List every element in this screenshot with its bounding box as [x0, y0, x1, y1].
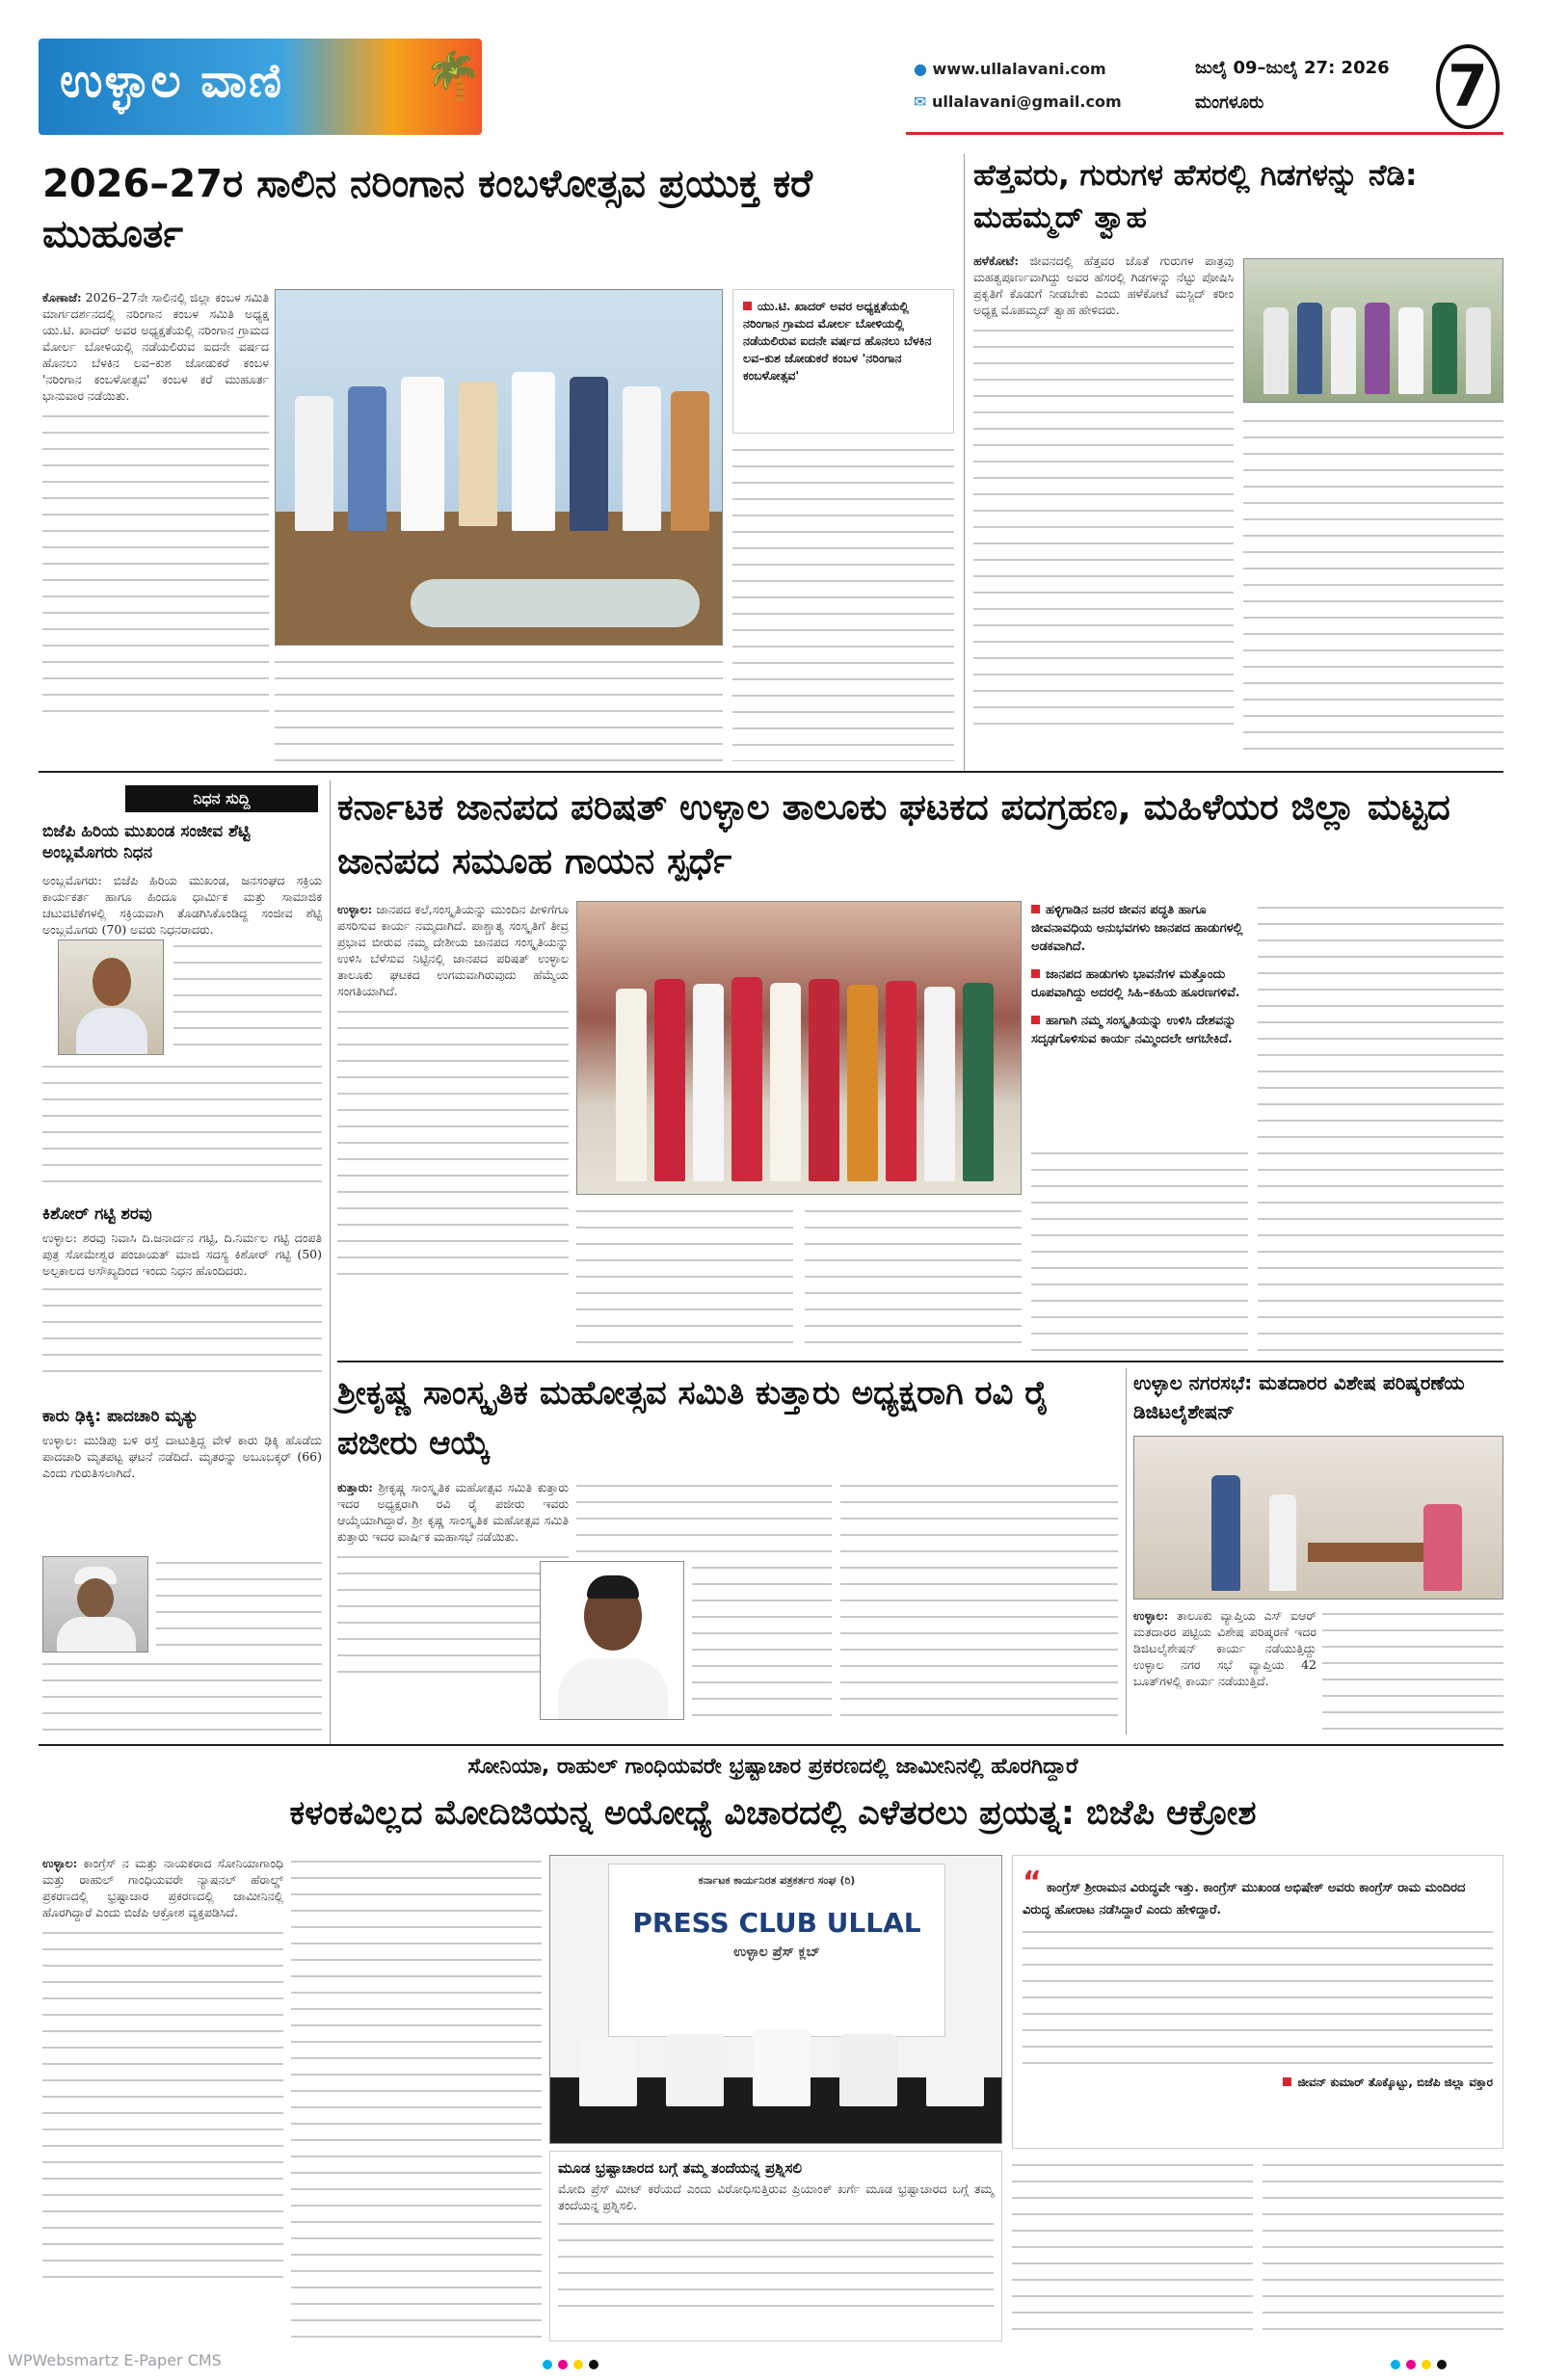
story6-body [42, 1855, 283, 2341]
story4-dateline: ಕುತ್ತಾರು: [337, 1480, 373, 1494]
story4-col2b [692, 1561, 832, 1730]
story5-lead: ತಾಲೂಕು ವ್ಯಾಪ್ತಿಯ ಎಸ್ ಐಆರ್ ಮತದಾರರ ಪಟ್ಟಿಯ ವಿಶೇಷ ಪರಿಷ್ಕರಣೆ ಇದರ ಡಿಜಿಟಲೈಶೇಷನ್ ಕಾರ್ಯ ನಡೆಯುತ್ತಿದ್ದು ಉಳ್ಳಾಲ ನಗರ ಸಭೆ ವ್ಯಾಪ್ತಿಯ 42 ಬೂತ್‌ಗಳಲ್ಲಿ ಕಾರ್ಯ ನಡೆಯುತ್ತಿದೆ. [1133, 1608, 1316, 1688]
obituary-more-2 [42, 1283, 322, 1379]
story3-more-text [337, 1005, 569, 1275]
story5-col2 [1322, 1607, 1503, 1732]
registration-marks [540, 2355, 601, 2373]
story3-col5 [1258, 901, 1503, 1354]
obituary-section-title: ನಿಧನ ಸುದ್ದಿ [125, 785, 318, 812]
story2-more-text [973, 324, 1234, 728]
masthead [39, 39, 1503, 135]
logo: ಉಳ್ಳಾಲ ವಾಣಿ [60, 54, 284, 108]
obituary-more-1 [173, 939, 322, 1055]
story6-more-text [42, 1926, 283, 2292]
story6-photo [549, 1855, 1002, 2144]
issue-city: ಮಂಗಳೂರು [1195, 93, 1264, 113]
story2-lead: ಜೀವನದಲ್ಲಿ ಹೆತ್ತವರ ಜೊತೆ ಗುರುಗಳ ಪಾತ್ರವು ಮಹತ್ವಪೂರ್ಣವಾಗಿದ್ದು ಅವರ ಹೆಸರಲ್ಲಿ ಗಿಡಗಳನ್ನು ನೆಟ್ಟು ಪೋಷಿಸಿ ಪ್ರಕೃತಿಗೆ ಕೊಡುಗೆ ನೀಡಬೇಕು ಎಂದು ಹಳೆಕೋಟೆ ಮಸ್ಜಿದ್ ಕರೀಂ ಅಧ್ಯಕ್ಷ ಮೊಹಮ್ಮದ್ ತ್ವಾಹ ಹೇಳಿದರು. [973, 253, 1234, 317]
story5-dateline: ಉಳ್ಳಾಲ: [1133, 1608, 1169, 1623]
story3-bullet-2-text: ಜಾನಪದ ಹಾಡುಗಳು ಭಾವನೆಗಳ ಮತ್ತೊಂದು ರೂಪವಾಗಿದ್ದು ಅದರಲ್ಲಿ ಸಿಹಿ–ಕಹಿಯ ಹೂರಣಗಳಿವೆ. [1031, 967, 1240, 1000]
obituary-more-3b [42, 1657, 322, 1734]
obituary-photo-3 [42, 1556, 148, 1653]
website[interactable] [914, 60, 1106, 78]
story3-bullet-1 [1031, 901, 1248, 956]
obituary-title-3: ಕಾರು ಢಿಕ್ಕಿ: ಪಾದಚಾರಿ ಮೃತ್ಯು [42, 1407, 199, 1426]
story6-quote-by-text: ಜೀವನ್ ಕುಮಾರ್ ತೊಕ್ಕೊಟ್ಟು, ಬಿಜೆಪಿ ಜಿಲ್ಲಾ ವಕ್ತಾರ [1297, 2076, 1493, 2089]
registration-marks-right [1388, 2355, 1449, 2373]
story1-col3 [732, 443, 954, 761]
bullet-icon [1031, 1016, 1040, 1024]
story6-quote-box [1012, 1855, 1503, 2149]
footer-cms: WPWebsmartz E-Paper CMS [8, 2351, 222, 2369]
story1-photo-strip [275, 655, 723, 761]
bullet-icon [1283, 2077, 1291, 2086]
story3-lead: ಜಾನಪದ ಕಲೆ,ಸಂಸ್ಕೃತಿಯನ್ನು ಮುಂದಿನ ಪೀಳಿಗೆಗೂ ಪಸರಿಸುವ ಕಾರ್ಯ ನಮ್ಮದಾಗಿದೆ. ಪಾಶ್ಚಾತ್ಯ ಸಂಸ್ಕೃತಿಗೆ ತೀವ್ರ ಪ್ರಭಾವ ಬೀರುವ ನಮ್ಮ ದೇಶೀಯ ಜಾನಪದ ಸಂಸ್ಕೃತಿಯನ್ನು ಉಳಿಸಿ ಬೆಳೆಸುವ ನಿಟ್ಟಿನಲ್ಲಿ ಜಾನಪದ ಪರಿಷತ್ ಉಳ್ಳಾಲ ತಾಲೂಕು ಘಟಕದ ಉಗಮವಾಗಿರುವುದು ಹೆಮ್ಮೆಯ ಸಂಗತಿಯಾಗಿದೆ. [337, 902, 569, 998]
obituary-title-2: ಕಿಶೋರ್ ಗಟ್ಟಿ ಶರವು [42, 1204, 152, 1224]
palm-tree-icon: 🌴 [424, 49, 482, 103]
story6-caption-text: ಮೋದಿ ಪ್ರೆಸ್ ಮೀಟ್ ಕರೆಯದೆ ಎಂದು ವಿರೋಧಿಸುತ್ತಿರುವ ಪ್ರಿಯಾಂಕ್ ಖರ್ಗೆ ಮೂಡ ಭ್ರಷ್ಟಾಚಾರದ ಬಗ್ಗೆ ತಮ್ಮ ತಂದೆಯನ್ನ ಪ್ರಶ್ನಿಸಲಿ. [558, 2182, 994, 2212]
obituary-more-1b [42, 1060, 322, 1195]
footer [0, 2341, 1542, 2380]
story2-dateline: ಹಳೆಕೋಟೆ: [973, 253, 1019, 268]
story5-photo [1133, 1436, 1503, 1600]
story6-col5 [1263, 2158, 1503, 2341]
story3-col2 [576, 1204, 793, 1354]
quote-icon: “ [1023, 1865, 1042, 1899]
story3-body [337, 901, 569, 1354]
story1-body [42, 289, 269, 761]
issue-date: ಜುಲೈ 09–ಜುಲೈ 27: 2026 [1195, 58, 1390, 78]
story3-col3 [805, 1204, 1022, 1354]
story6-quote: ಕಾಂಗ್ರೆಸ್ ಶ್ರೀರಾಮನ ವಿರುದ್ಧವೇ ಇತ್ತು. ಕಾಂಗ್ರೆಸ್ ಮುಖಂಡ ಅಭಿಷೇಕ್ ಅವರು ಕಾಂಗ್ರೆಸ್ ರಾಮ ಮಂದಿರದ ವಿರುದ್ಧ ಹೋರಾಟ ನಡೆಸಿದ್ದಾರೆ ಎಂದು ಹೇಳಿದ್ದಾರೆ. [1023, 1881, 1466, 1917]
press-club-banner-title: PRESS CLUB ULLAL [632, 1907, 921, 1939]
story3-col4 [1031, 1147, 1248, 1354]
obituary-title-1: ಬಿಜೆಪಿ ಹಿರಿಯ ಮುಖಂಡ ಸಂಜೀವ ಶೆಟ್ಟಿ ಅಂಬ್ಲಮೊಗರು ನಿಧನ [42, 822, 251, 862]
masthead-info [906, 39, 1503, 135]
story3-headline: ಕರ್ನಾಟಕ ಜಾನಪದ ಪರಿಷತ್ ಉಳ್ಳಾಲ ತಾಲೂಕು ಘಟಕದ ಪದಗ್ರಹಣ, ಮಹಿಳೆಯರ ಜಿಲ್ಲಾ ಮಟ್ಟದ ಜಾನಪದ ಸಮೂಹ ಗಾಯನ ಸ್ಪರ್ಧೆ [337, 786, 1450, 882]
story2-photo [1243, 258, 1503, 403]
story1-lead: 2026–27ನೇ ಸಾಲಿನಲ್ಲಿ ಜಿಲ್ಲಾ ಕಂಬಳ ಸಮಿತಿ ಮಾರ್ಗದರ್ಶನದಲ್ಲಿ ನರಿಂಗಾನ ಕಂಬಳ ಸಮಿತಿ ಅಧ್ಯಕ್ಷ ಯು.ಟಿ. ಖಾದರ್ ಅವರ ಅಧ್ಯಕ್ಷತೆಯಲ್ಲಿ ನರಿಂಗಾನ ಗ್ರಾಮದ ಮೋರ್ಲ ಬೋಳಿಯಲ್ಲಿ ನಡೆಯಲಿರುವ ಐದನೇ ವರ್ಷದ ಹೊನಲು ಬೆಳಕಿನ ಲವ–ಕುಶ ಜೋಡುಕರೆ ಕಂಬಳ 'ನರಿಂಗಾನ ಕಂಬಳೋತ್ಸವ' ಕಂಬಳ ಕರೆ ಮುಹೂರ್ತ ಭಾನುವಾರ ನಡೆಯಿತು. [42, 290, 269, 403]
logo-banner [39, 39, 482, 135]
story3-photo [576, 901, 1022, 1195]
email-text[interactable]: ullalavani@gmail.com [931, 93, 1122, 111]
story6-col4 [1012, 2158, 1253, 2341]
story4-body [337, 1479, 569, 1730]
story3-bullet-1-text: ಹಳ್ಳಿಗಾಡಿನ ಜನರ ಜೀವನ ಪದ್ಧತಿ ಹಾಗೂ ಜೀವನಾವಧಿಯ ಅನುಭವಗಳು ಜಾನಪದ ಹಾಡುಗಳಲ್ಲಿ ಅಡಕವಾಗಿದೆ. [1031, 903, 1243, 954]
story6-caption-title: ಮೂಡ ಭ್ರಷ್ಟಾಚಾರದ ಬಗ್ಗೆ ತಮ್ಮ ತಂದೆಯನ್ನ ಪ್ರಶ್ನಿಸಲಿ [558, 2159, 803, 2177]
obituary-lead-3: ಉಳ್ಳಾಲ: ಮುಡಿಪು ಬಳಿ ರಸ್ತೆ ದಾಟುತ್ತಿದ್ದ ವೇಳೆ ಕಾರು ಢಿಕ್ಕಿ ಹೊಡೆದು ಪಾದಚಾರಿ ಮೃತಪಟ್ಟ ಘಟನೆ ನಡೆದಿದೆ. ಮೃತರನ್ನು ಅಬೂಬಕ್ಕರ್ (66) ಎಂದು ಗುರುತಿಸಲಾಗಿದೆ. [42, 1433, 322, 1480]
globe-icon: ● [914, 60, 933, 78]
press-club-banner-top: ಕರ್ನಾಟಕ ಕಾರ್ಯನಿರತ ಪತ್ರಕರ್ತರ ಸಂಘ (ರಿ) [698, 1874, 856, 1887]
story1-photo-caption [732, 289, 954, 434]
story6-quote-by [1023, 2076, 1493, 2090]
obituary-photo-1 [58, 939, 164, 1055]
bullet-icon [1031, 969, 1040, 978]
obituary-lead-1: ಅಂಬ್ಲಮೊಗರು: ಬಿಜೆಪಿ ಹಿರಿಯ ಮುಖಂಡ, ಜನಸಂಘದ ಸಕ್ರಿಯ ಕಾರ್ಯಕರ್ತ ಹಾಗೂ ಹಿಂದೂ ಧಾರ್ಮಿಕ ಮತ್ತು ಸಾಮಾಜಿಕ ಚಟುವಟಿಕೆಗಳಲ್ಲಿ ಸಕ್ರಿಯವಾಗಿ ತೊಡಗಿಸಿಕೊಂಡಿದ್ದ ಸಂಜೀವ ಶೆಟ್ಟಿ ಅಂಬ್ಲಮೊಗರು (70) ಅವರು ನಿಧನರಾದರು. [42, 873, 322, 937]
page-number: 7 [1436, 44, 1500, 129]
story6-caption-more [558, 2217, 994, 2314]
obituary-lead-2: ಉಳ್ಳಾಲ: ಶರವು ನಿವಾಸಿ ದಿ.ಜನಾರ್ದನ ಗಟ್ಟಿ, ದಿ.ನಿರ್ಮಲ ಗಟ್ಟಿ ದಂಪತಿ ಪುತ್ರ ಸೋಮೇಶ್ವರ ಪಂಚಾಯತ್ ಮಾಜಿ ಸದಸ್ಯ ಕಿಶೋರ್ ಗಟ್ಟಿ (50) ಅಲ್ಪಕಾಲದ ಅಸೌಖ್ಯದಿಂದ ಇಂದು ನಿಧನ ಹೊಂದಿದರು. [42, 1230, 322, 1278]
bullet-icon [743, 302, 752, 310]
story2-headline: ಹೆತ್ತವರು, ಗುರುಗಳ ಹೆಸರಲ್ಲಿ ಗಿಡಗಳನ್ನು ನೆಡಿ: ಮಹಮ್ಮದ್ ತ್ವಾಹ [973, 158, 1418, 235]
story6-lead: ಕಾಂಗ್ರೆಸ್ ನ ಮತ್ತು ನಾಯಕರಾದ ಸೋನಿಯಾಗಾಂಧಿ ಮತ್ತು ರಾಹುಲ್ ಗಾಂಧಿಯವರೇ ನ್ಯಾಷನಲ್ ಹೆರಾಲ್ಡ್ ಪ್ರಕರಣದಲ್ಲಿ ಭ್ರಷ್ಟಾಚಾರ ಪ್ರಕರಣದಲ್ಲಿ ಜಾಮೀನಿನಲ್ಲಿ ಹೊರಗಿದ್ದಾರೆ ಎಂದು ಬಿಜೆಪಿ ಆಕ್ರೋಶ ವ್ಯಕ್ತಪಡಿಸಿದೆ. [42, 1856, 283, 1919]
story4-more-text [337, 1550, 569, 1685]
story6-dateline: ಉಳ್ಳಾಲ: [42, 1856, 78, 1870]
story6-col2 [291, 1855, 542, 2341]
story1-photo [275, 289, 723, 646]
story1-caption-text: ಯು.ಟಿ. ಖಾದರ್ ಅವರ ಅಧ್ಯಕ್ಷತೆಯಲ್ಲಿ ನರಿಂಗಾನ ಗ್ರಾಮದ ಮೋರ್ಲ ಬೋಳಿಯಲ್ಲಿ ನಡೆಯಲಿರುವ ಐದನೇ ವರ್ಷದ ಹೊನಲು ಬೆಳಕಿನ ಲವ–ಕುಶ ಜೋಡುಕರೆ ಕಂಬಳ 'ನರಿಂಗಾನ ಕಂಬಳೋತ್ಸವ' [743, 299, 932, 383]
story4-col3 [840, 1479, 1118, 1730]
story2-body [973, 252, 1234, 763]
story6-quote-more [1023, 1925, 1493, 2070]
story6-headline: ಕಳಂಕವಿಲ್ಲದ ಮೋದಿಜಿಯನ್ನ ಅಯೋಧ್ಯೆ ವಿಚಾರದಲ್ಲಿ ಎಳೆತರಲು ಪ್ರಯತ್ನ: ಬಿಜೆಪಿ ಆಕ್ರೋಶ [289, 1794, 1257, 1833]
story6-photo-caption [549, 2151, 1002, 2341]
story2-col2 [1243, 414, 1503, 761]
mail-icon: ✉ [914, 93, 932, 111]
story5-body [1133, 1607, 1316, 1732]
story3-dateline: ಉಳ್ಳಾಲ: [337, 902, 373, 916]
press-club-banner [608, 1864, 945, 2037]
story5-headline: ಉಳ್ಳಾಲ ನಗರಸಭೆ: ಮತದಾರರ ವಿಶೇಷ ಪರಿಷ್ಕರಣೆಯ ಡಿಜಿಟಲೈಶೇಷನ್ [1133, 1371, 1465, 1423]
story4-col2 [576, 1479, 832, 1556]
story3-bullets [1031, 901, 1248, 1048]
story1-more-text [42, 410, 269, 718]
story3-bullet-2 [1031, 965, 1248, 1002]
story3-bullet-3-text: ಹಾಗಾಗಿ ನಮ್ಮ ಸಂಸ್ಕೃತಿಯನ್ನು ಉಳಿಸಿ ದೇಶವನ್ನು ಸದೃಢಗೊಳಿಸುವ ಕಾರ್ಯ ನಮ್ಮಿಂದಲೇ ಆಗಬೇಕಿದೆ. [1031, 1014, 1236, 1046]
email[interactable] [914, 93, 1122, 111]
story4-portrait [540, 1561, 684, 1720]
story4-lead: ಶ್ರೀಕೃಷ್ಣ ಸಾಂಸ್ಕೃತಿಕ ಮಹೋತ್ಸವ ಸಮಿತಿ ಕುತ್ತಾರು ಇದರ ಅಧ್ಯಕ್ಷರಾಗಿ ರವಿ ರೈ ಪಜೀರು ಇವರು ಆಯ್ಕೆಯಾಗಿದ್ದಾರೆ. ಶ್ರೀ ಕೃಷ್ಣ ಸಾಂಸ್ಕೃತಿಕ ಮಹೋತ್ಸವ ಸಮಿತಿ ಕುತ್ತಾರು ಇದರ ವಾರ್ಷಿಕ ಮಹಾಸಭೆ ನಡೆಯಿತು. [337, 1480, 569, 1544]
press-club-banner-sub: ಉಳ್ಳಾಲ ಪ್ರೆಸ್ ಕ್ಲಬ್ [733, 1944, 820, 1960]
obituary-text-2 [42, 1230, 322, 1393]
story1-dateline: ಕೊಣಾಜೆ: [42, 290, 82, 304]
story3-bullet-3 [1031, 1012, 1248, 1048]
obituary-more-3 [156, 1556, 322, 1653]
story1-headline: 2026–27ರ ಸಾಲಿನ ನರಿಂಗಾನ ಕಂಬಳೋತ್ಸವ ಪ್ರಯುಕ್ತ ಕರೆ ಮುಹೂರ್ತ [42, 162, 812, 256]
story4-headline: ಶ್ರೀಕೃಷ್ಣ ಸಾಂಸ್ಕೃತಿಕ ಮಹೋತ್ಸವ ಸಮಿತಿ ಕುತ್ತಾರು ಅಧ್ಯಕ್ಷರಾಗಿ ರವಿ ರೈ ಪಜೀರು ಆಯ್ಕೆ [337, 1374, 1050, 1463]
website-text[interactable]: www.ullalavani.com [932, 60, 1106, 78]
bullet-icon [1031, 905, 1040, 913]
story6-kicker: ಸೋನಿಯಾ, ರಾಹುಲ್ ಗಾಂಧಿಯವರೇ ಭ್ರಷ್ಟಾಚಾರ ಪ್ರಕರಣದಲ್ಲಿ ಜಾಮೀನಿನಲ್ಲಿ ಹೊರಗಿದ್ದಾರೆ [467, 1755, 1078, 1779]
